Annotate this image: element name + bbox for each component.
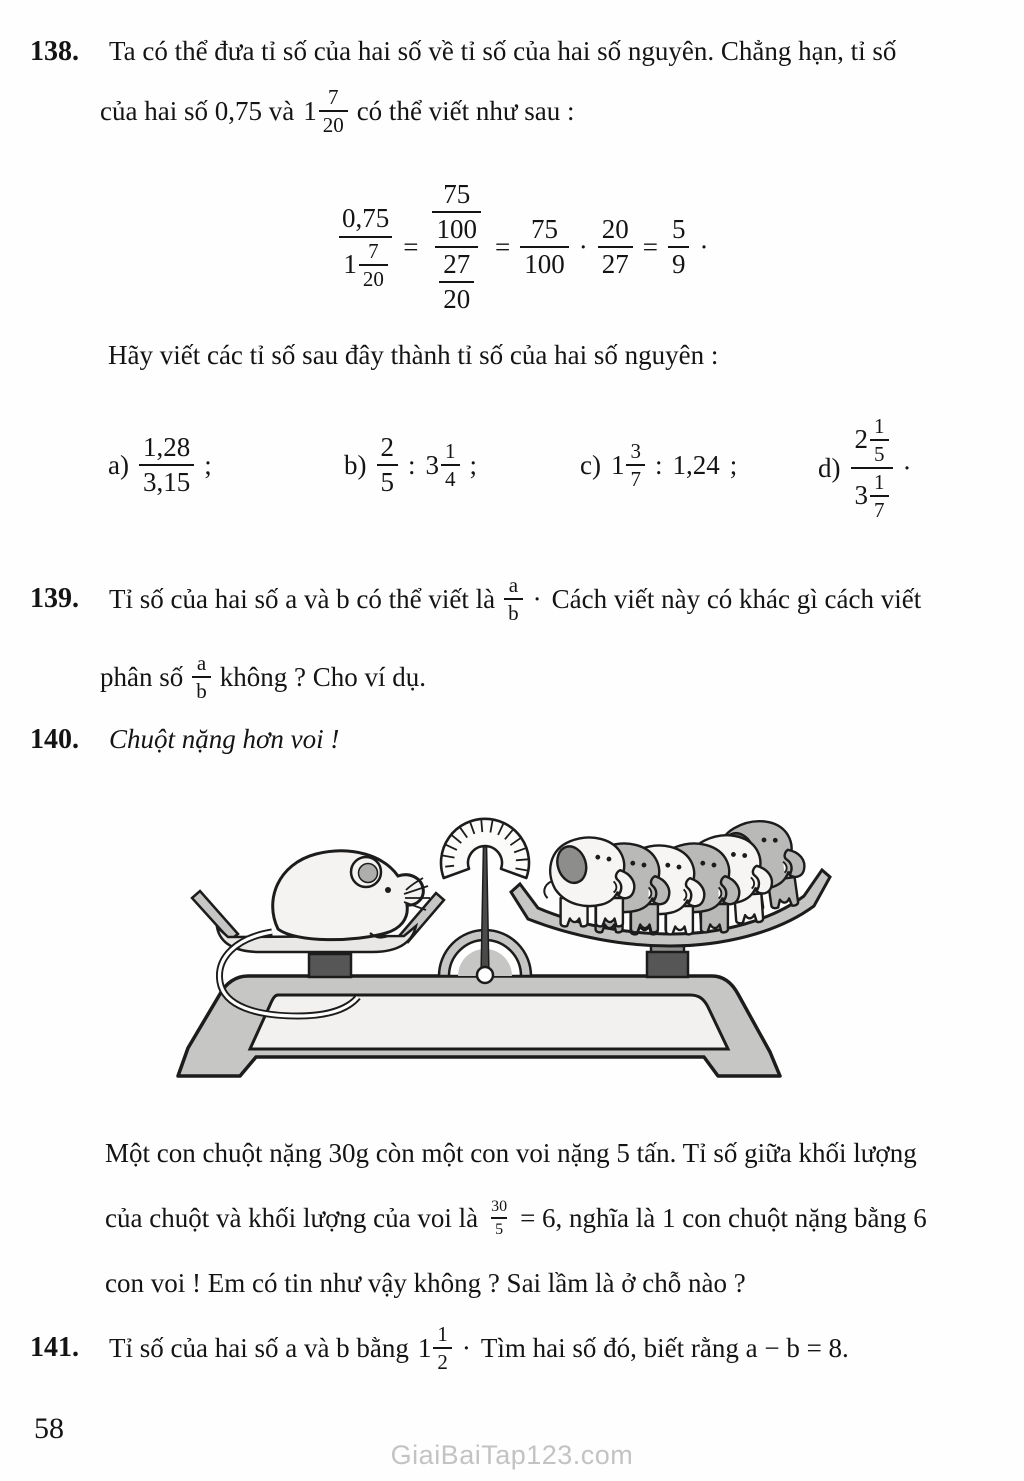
compound-fraction: 2 1 5 3 1 7 [851,415,893,521]
multiplication-dot: · [578,231,588,262]
item-label: a) [108,449,129,480]
equals-sign: = [494,231,511,262]
mixed-number: 1 1 2 [418,1323,452,1373]
fraction: 1,28 3,15 [139,433,194,497]
problem-138-text: của hai số 0,75 và [100,95,295,126]
para-line3: con voi ! Em có tin như vậy không ? Sai lầm là ở chỗ nào ? [105,1267,746,1298]
problem-139-line1: 139. Tỉ số của hai số a và b có thể viết là a b · Cách viết này có khác gì cách viết [30,572,922,625]
item-d [818,398,912,538]
numerator: 7 [327,84,339,109]
end-dot: · [532,583,542,614]
mouse-eye [385,887,391,893]
problem-138-text: có thể viết như sau : [356,95,575,126]
item-c [580,425,737,505]
balance-scale-illustration [160,786,870,1116]
mixed-number: 1 3 7 [611,440,645,490]
fraction: 2 5 [377,433,399,497]
fraction: $\frac{5}{9}$ [668,215,690,279]
watermark: GiaiBaiTap123.com [390,1440,634,1470]
para-line1: Một con chuột nặng 30g còn một con voi nặng 5 tấn. Tỉ số giữa khối lượng [105,1137,917,1168]
equals-sign: = [642,231,658,262]
problem-138-prompt: Hãy viết các tỉ số sau đây thành tỉ số của hai số nguyên : [108,340,719,370]
problem-138-text: Ta có thể đưa tỉ số của hai số về tỉ số của hai số nguyên. Chẳng hạn, tỉ số [109,36,897,66]
numerator: 0,75 [342,203,390,234]
mouse-ear-inner [359,864,378,883]
end-dot: · [461,1332,471,1363]
page-number: 58 [34,1412,64,1445]
ratio-colon: : [654,449,663,480]
problem-139-number: 139. [30,583,79,614]
problem-141: 141. Tỉ số của hai số a và b bằng 1 1 2 · Tìm hai số đó, biết rằng a − b = 8. [30,1321,849,1374]
problem-139-line2: phân số a b không ? Cho ví dụ. [100,650,426,703]
equals-sign: = [403,231,419,262]
separator: ; [204,449,212,480]
fraction-a-over-b: a b [192,652,211,702]
problem-138-line2 [100,74,1005,148]
item-a [108,425,212,505]
compound-fraction: $\frac{\frac{75}{100}}{\frac{27}{20}}$ [428,180,485,315]
item-label: c) [580,449,601,480]
scale-pivot [477,967,493,983]
item-label: d) [818,452,841,483]
problem-138-line1 [30,36,1005,68]
mixed-number [303,86,348,136]
para-line2: của chuột và khối lượng của voi là $\frac{30}{5}$ = 6, nghĩa là 1 con chuột nặng bằng 6 [105,1197,927,1238]
fraction: $\frac{75}{100}$ [520,215,569,279]
problem-140-heading: Chuột nặng hơn voi ! [109,724,340,754]
problem-140-title [30,724,339,756]
problem-138-number: 138. [30,36,79,67]
fraction: $\frac{20}{27}$ [598,215,633,279]
separator: ; [729,449,738,480]
problem-141-number: 141. [30,1332,79,1363]
decimal-value: 1,24 [672,449,720,480]
problem-138 [30,36,1005,148]
separator: ; [469,449,478,480]
fraction-decimal-over-mixed [338,204,393,289]
denominator: 1 7 20 [339,236,392,290]
item-b [344,425,477,505]
mixed-number: 3 1 4 [426,440,460,490]
item-label: b) [344,449,367,480]
fraction [319,86,348,136]
fraction-30-over-5: $\frac{30}{5}$ [491,1197,508,1238]
problem-140-number: 140. [30,724,79,755]
scale-base [178,976,780,1076]
scale-needle [481,843,489,977]
ratio-colon: : [408,449,416,480]
fraction-a-over-b: a b [504,574,523,624]
whole-part: 1 [343,249,357,279]
worked-equation [338,172,709,322]
mouse-body [273,851,424,940]
end-dot: · [699,231,709,262]
problem-140-paragraph [105,1132,1010,1304]
denominator: 20 [319,110,348,136]
end-dot: · [902,452,912,483]
problem-139 [30,560,1005,716]
whole-part: 1 [303,95,317,126]
